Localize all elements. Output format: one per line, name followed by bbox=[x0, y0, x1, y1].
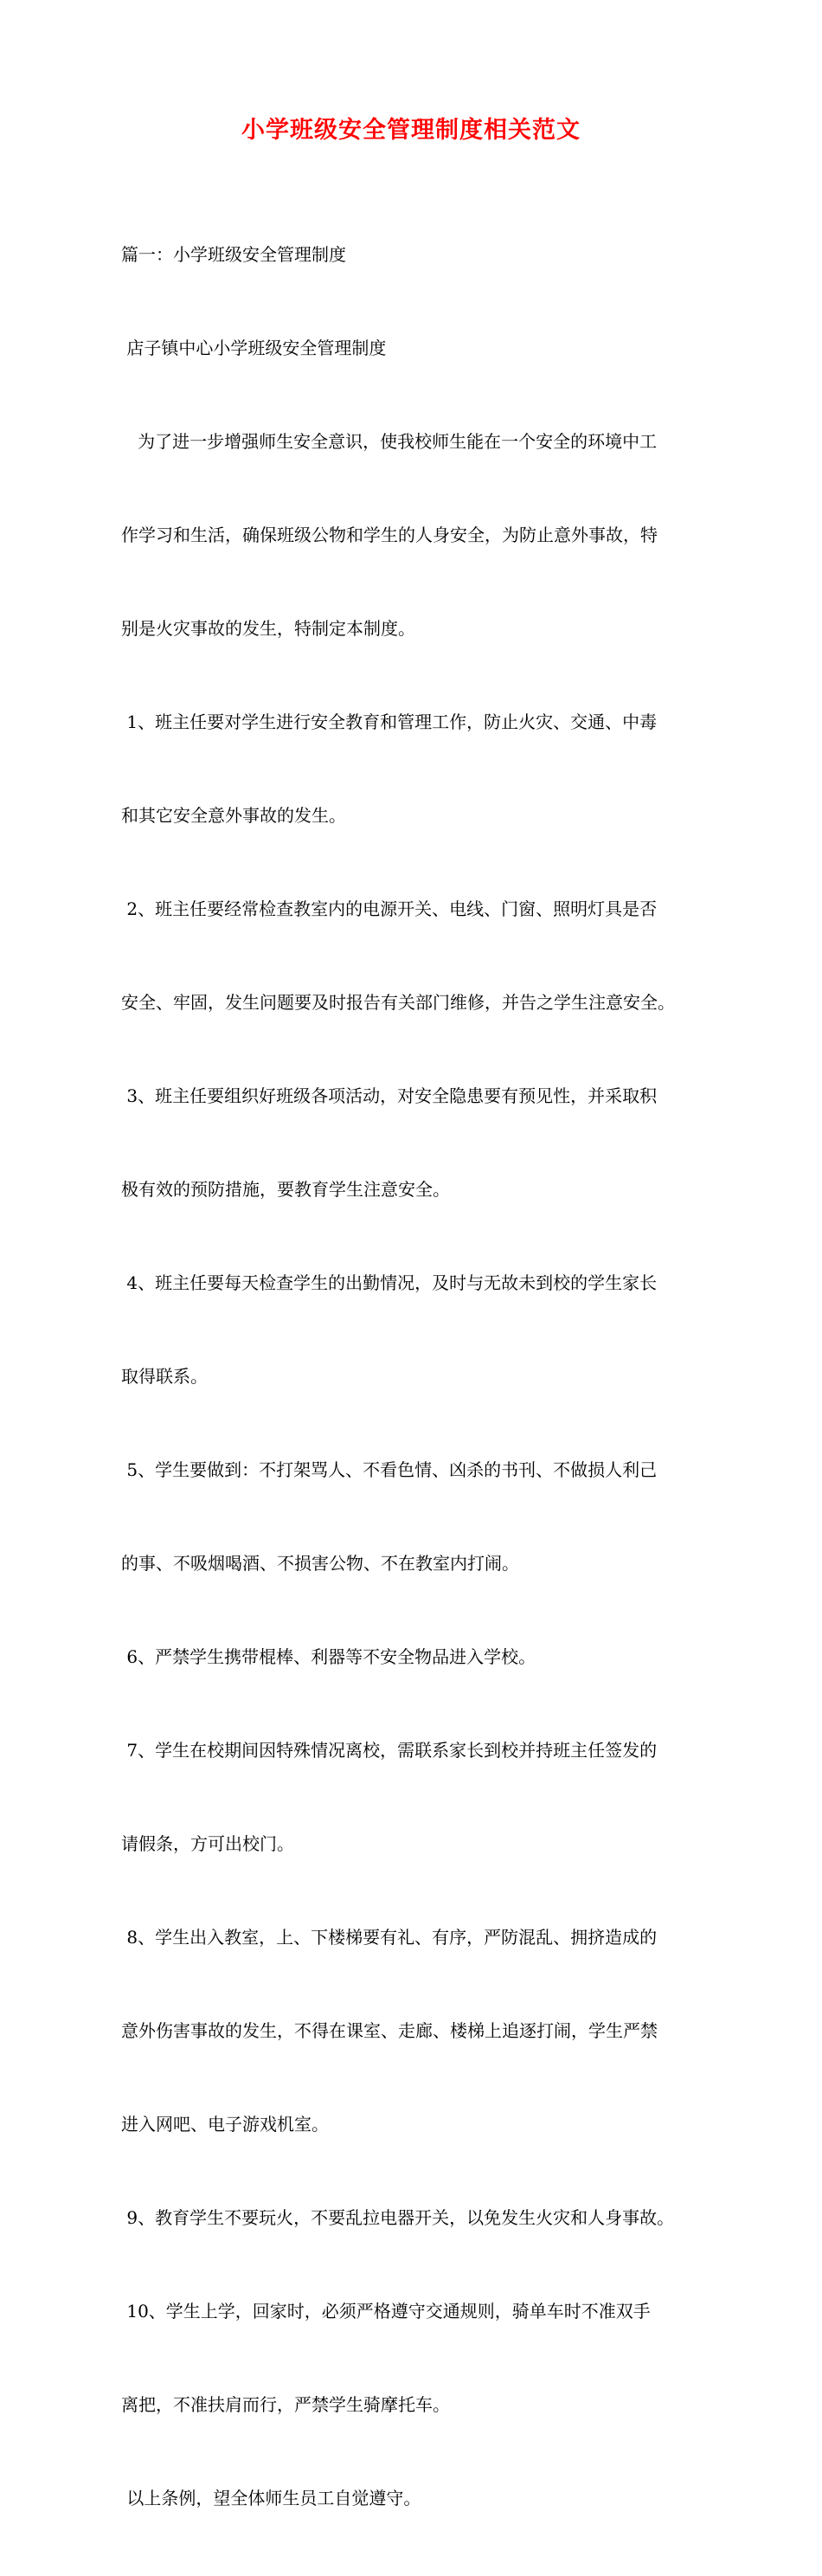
body-line: 3、班主任要组织好班级各项活动，对安全隐患要有预见性，并采取积 bbox=[121, 1085, 658, 1106]
body-line: 作学习和生活，确保班级公物和学生的人身安全，为防止意外事故，特 bbox=[121, 525, 658, 545]
body-line: 意外伤害事故的发生，不得在课室、走廊、楼梯上追逐打闹，学生严禁 bbox=[121, 2020, 658, 2041]
body-line: 5、学生要做到：不打架骂人、不看色情、凶杀的书刊、不做损人利己 bbox=[121, 1459, 658, 1480]
body-line: 以上条例，望全体师生员工自觉遵守。 bbox=[121, 2488, 421, 2508]
body-line: 和其它安全意外事故的发生。 bbox=[121, 805, 346, 826]
body-line: 别是火灾事故的发生，特制定本制度。 bbox=[121, 618, 415, 639]
document-title: 小学班级安全管理制度相关范文 bbox=[241, 117, 581, 144]
body-line: 4、班主任要每天检查学生的出勤情况，及时与无故未到校的学生家长 bbox=[121, 1272, 658, 1293]
body-line: 离把，不准扶肩而行，严禁学生骑摩托车。 bbox=[121, 2394, 450, 2415]
body-line: 进入网吧、电子游戏机室。 bbox=[121, 2114, 329, 2135]
body-line: 为了进一步增强师生安全意识，使我校师生能在一个安全的环境中工 bbox=[121, 431, 658, 452]
body-line: 店子镇中心小学班级安全管理制度 bbox=[121, 338, 387, 358]
body-line: 10、学生上学，回家时，必须严格遵守交通规则，骑单车时不准双手 bbox=[121, 2301, 651, 2322]
body-line: 取得联系。 bbox=[121, 1366, 208, 1387]
body-line: 2、班主任要经常检查教室内的电源开关、电线、门窗、照明灯具是否 bbox=[121, 898, 658, 919]
body-line: 7、学生在校期间因特殊情况离校，需联系家长到校并持班主任签发的 bbox=[121, 1740, 658, 1761]
body-line: 篇一：小学班级安全管理制度 bbox=[121, 244, 346, 265]
body-line: 9、教育学生不要玩火，不要乱拉电器开关，以免发生火灾和人身事故。 bbox=[121, 2207, 675, 2228]
body-line: 极有效的预防措施，要教育学生注意安全。 bbox=[121, 1179, 450, 1200]
body-line: 8、学生出入教室，上、下楼梯要有礼、有序，严防混乱、拥挤造成的 bbox=[121, 1927, 658, 1948]
body-line: 的事、不吸烟喝酒、不损害公物、不在教室内打闹。 bbox=[121, 1553, 519, 1574]
body-line: 6、严禁学生携带棍棒、利器等不安全物品进入学校。 bbox=[121, 1646, 536, 1667]
body-line: 1、班主任要对学生进行安全教育和管理工作，防止火灾、交通、中毒 bbox=[121, 712, 658, 732]
document-body bbox=[121, 177, 718, 2576]
body-line: 请假条，方可出校门。 bbox=[121, 1833, 294, 1854]
body-line: 安全、牢固，发生问题要及时报告有关部门维修，并告之学生注意安全。 bbox=[121, 992, 675, 1013]
